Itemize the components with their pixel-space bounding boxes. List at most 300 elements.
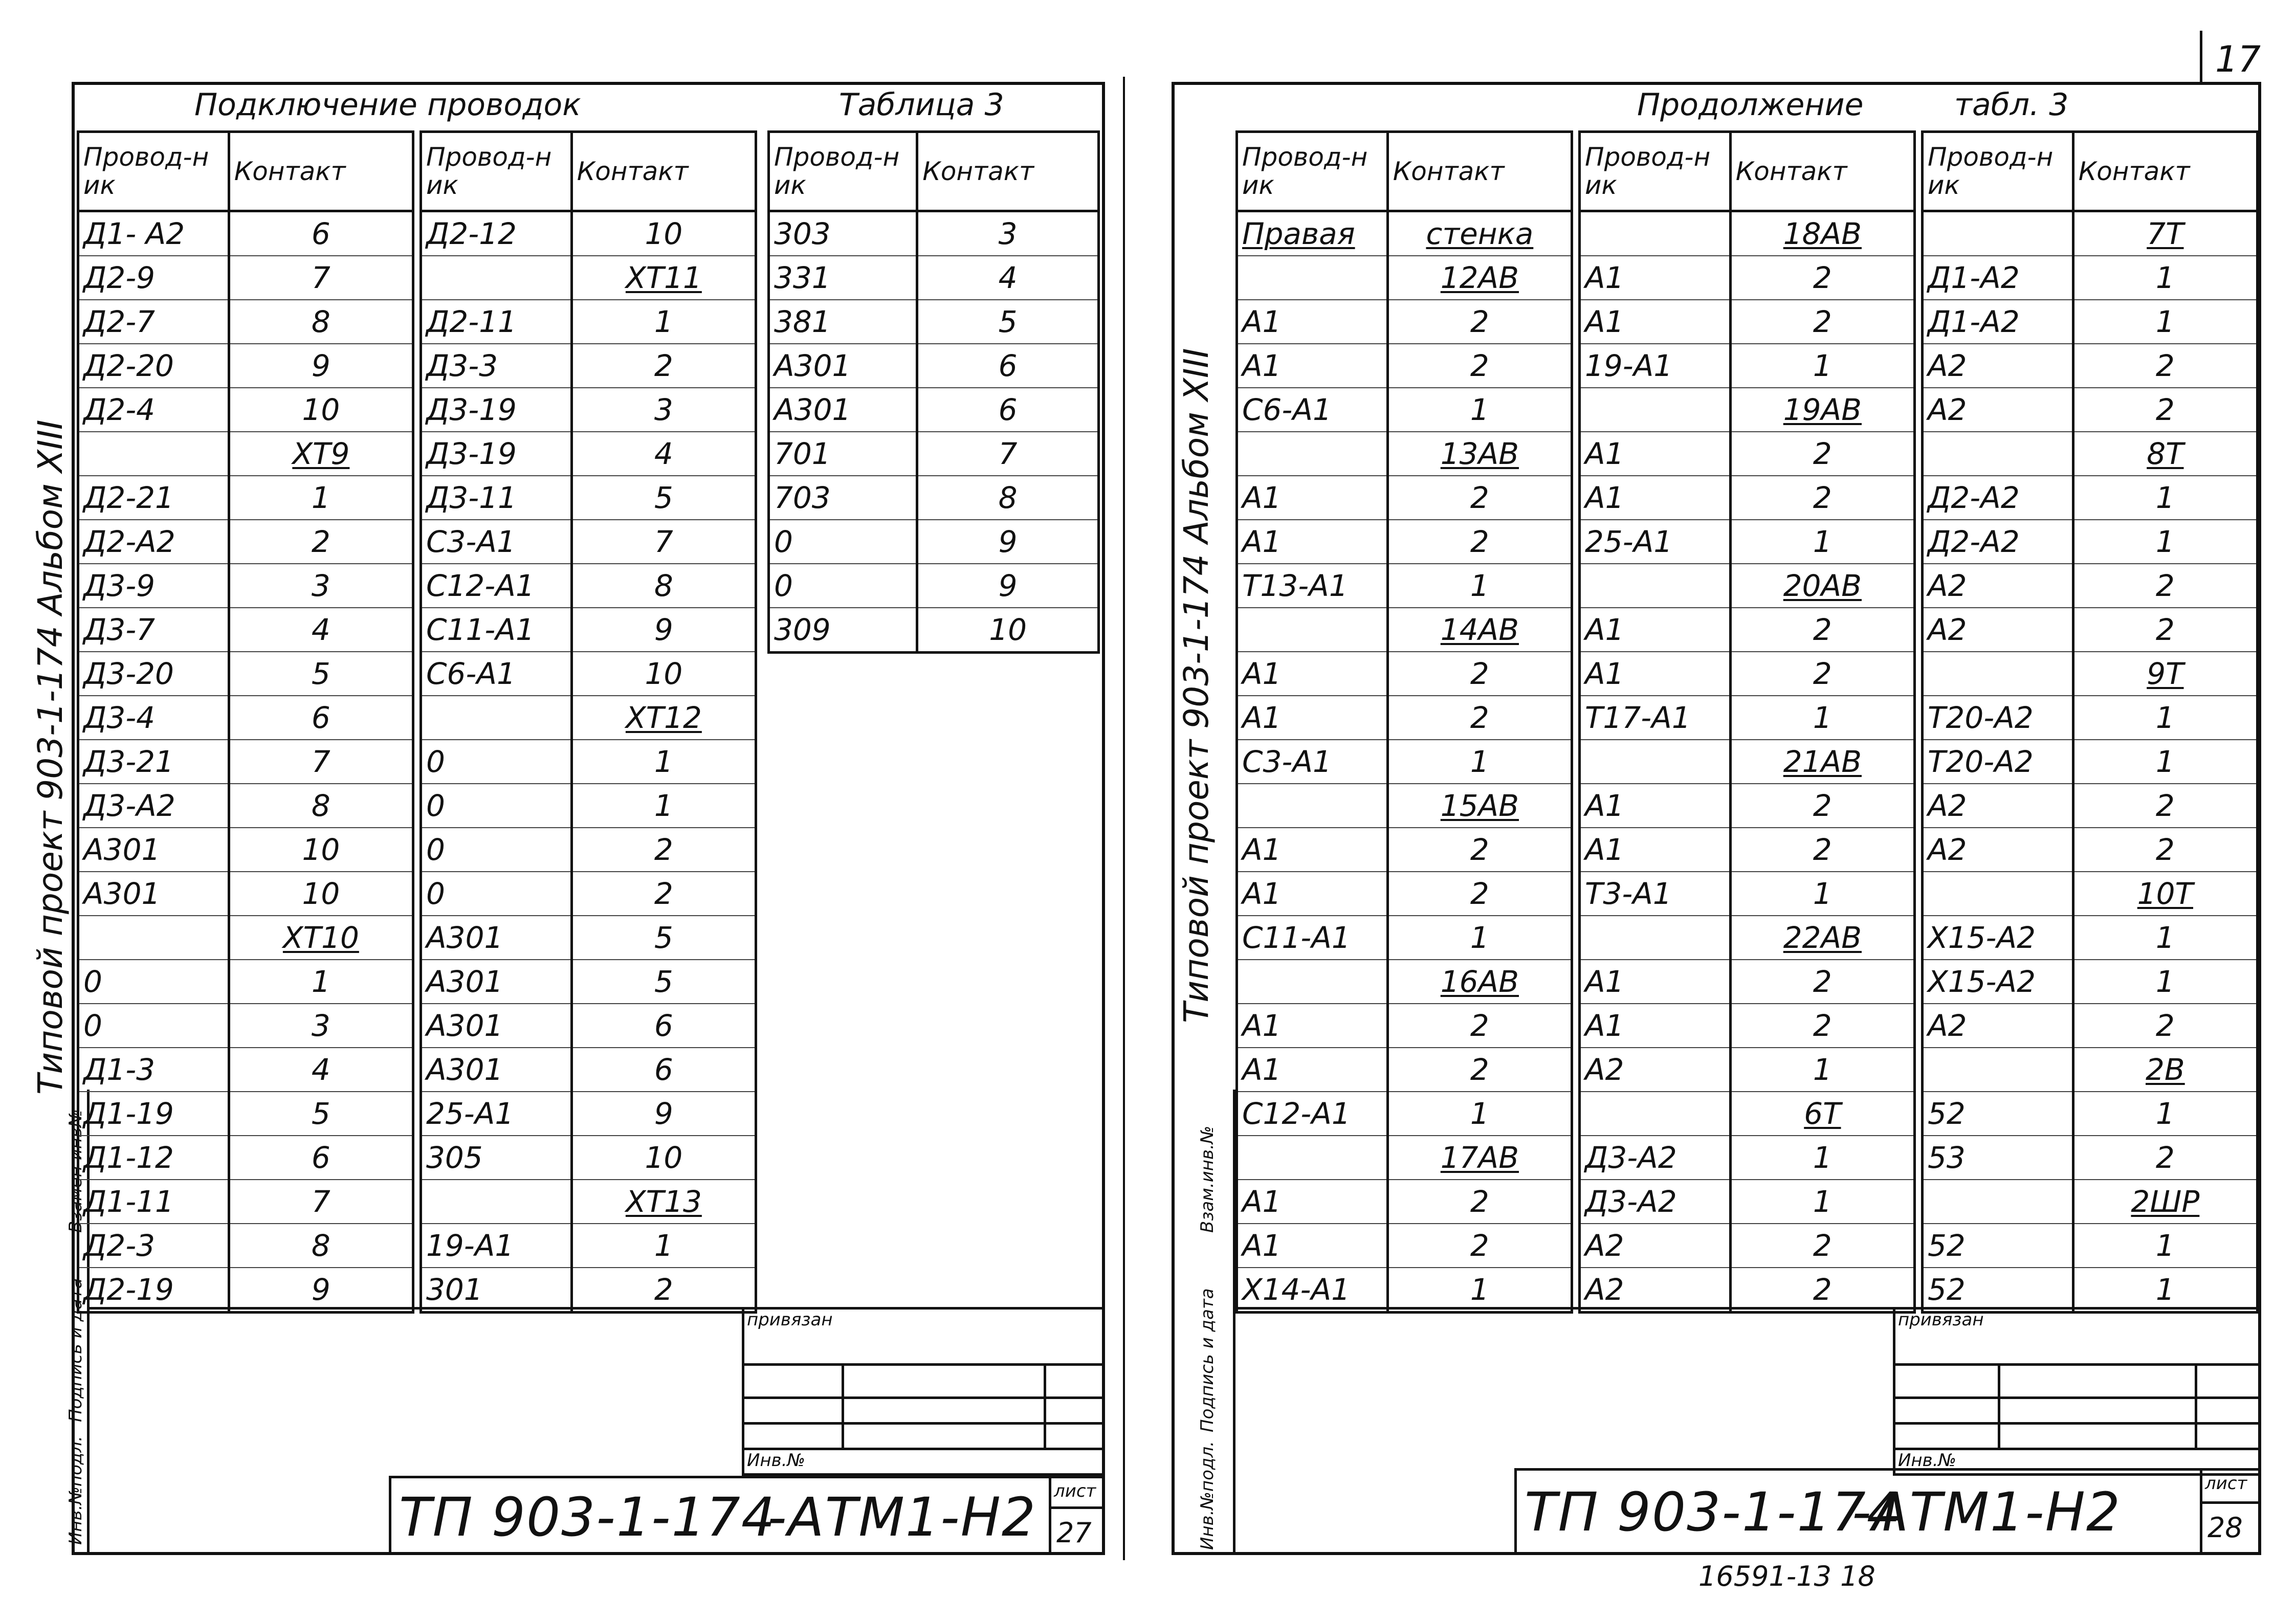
wire-cell: С12-А1: [1237, 1092, 1388, 1136]
wire-cell: А1: [1237, 872, 1388, 916]
table-row: [1923, 1092, 2258, 1136]
left-list-label: лист: [1054, 1481, 1096, 1501]
table-row: [78, 1224, 413, 1268]
sheet-number-top: 17: [2215, 38, 2261, 80]
right-table-label: табл. 3: [1954, 87, 2069, 123]
right-stamp-rule-1: [1893, 1363, 2261, 1366]
wire-cell: Х15-А2: [1923, 960, 2073, 1004]
table-row: [769, 256, 1099, 300]
right-table-col-1: [1235, 130, 1573, 1314]
contact-cell: 7: [229, 256, 413, 300]
table-row: [78, 211, 413, 256]
wire-cell: Д3-7: [78, 608, 229, 652]
contact-cell: 2: [1387, 300, 1572, 344]
wire-cell: А301: [421, 1004, 572, 1048]
wire-cell: Правая: [1237, 211, 1388, 256]
table-row: [769, 520, 1099, 564]
table-row: [421, 916, 756, 960]
contact-cell: 2: [571, 872, 756, 916]
contact-cell: 4: [229, 1048, 413, 1092]
contact-cell: 2: [1730, 828, 1914, 872]
table-row: [421, 784, 756, 828]
left-binding-label-1: Взамен инв№: [65, 1109, 86, 1233]
contact-cell: 1: [1387, 1268, 1572, 1313]
contact-cell: 2: [1387, 828, 1572, 872]
wire-cell: Д1-12: [78, 1136, 229, 1180]
wire-cell: [1237, 784, 1388, 828]
table-row: [1237, 916, 1572, 960]
wire-cell: [1580, 740, 1731, 784]
wire-cell: [1923, 872, 2073, 916]
contact-cell: 3: [229, 1004, 413, 1048]
table-row: [1580, 476, 1915, 520]
header-wire: Провод-ник: [421, 132, 572, 211]
contact-cell: 2: [1387, 520, 1572, 564]
wire-cell: А2: [1923, 608, 2073, 652]
contact-cell: 5: [229, 652, 413, 696]
table-row: [1923, 828, 2258, 872]
table-row: [1923, 916, 2258, 960]
wire-cell: Д3-3: [421, 344, 572, 388]
wire-cell: [1237, 256, 1388, 300]
contact-cell: 1: [2073, 960, 2257, 1004]
wire-cell: Д1-11: [78, 1180, 229, 1224]
contact-cell: 6: [917, 344, 1099, 388]
table-row: [1580, 916, 1915, 960]
table-row: [1237, 211, 1572, 256]
table-row: [1923, 564, 2258, 608]
wire-cell: 0: [421, 784, 572, 828]
wire-cell: С6-А1: [421, 652, 572, 696]
left-binding-label-2: Подпись и дата: [65, 1278, 86, 1422]
header-wire: Провод-ник: [1580, 132, 1731, 211]
table-row: [421, 1048, 756, 1092]
contact-cell: 2: [1387, 476, 1572, 520]
contact-cell: 4: [229, 608, 413, 652]
contact-cell: 1: [2073, 740, 2257, 784]
table-row: [78, 1048, 413, 1092]
contact-cell: 17АВ: [1387, 1136, 1572, 1180]
contact-cell: 2: [571, 1268, 756, 1313]
wire-cell: [1580, 388, 1731, 432]
contact-cell: 2: [571, 828, 756, 872]
wire-cell: А1: [1237, 300, 1388, 344]
wire-cell: [1237, 1136, 1388, 1180]
wire-cell: [78, 916, 229, 960]
table-row: [1580, 872, 1915, 916]
wire-cell: Т20-А2: [1923, 740, 2073, 784]
contact-cell: 2: [2073, 564, 2257, 608]
wire-cell: А1: [1237, 520, 1388, 564]
table-row: [1580, 608, 1915, 652]
contact-cell: 6Т: [1730, 1092, 1914, 1136]
wire-cell: Д2-19: [78, 1268, 229, 1313]
right-binding-label-3: Инв.№подл.: [1197, 1441, 1218, 1550]
wire-cell: Т20-А2: [1923, 696, 2073, 740]
table-row: [421, 872, 756, 916]
contact-cell: 18АВ: [1730, 211, 1914, 256]
right-binding-label-1: Взам.инв.№: [1197, 1125, 1218, 1233]
table-row: [421, 1136, 756, 1180]
table-row: [1923, 388, 2258, 432]
wire-cell: Д1- А2: [78, 211, 229, 256]
table-row: [78, 388, 413, 432]
wire-cell: 381: [769, 300, 917, 344]
table-row: [1237, 432, 1572, 476]
wire-cell: Т17-А1: [1580, 696, 1731, 740]
left-table-label: Таблица 3: [839, 87, 1004, 123]
table-row: [1580, 696, 1915, 740]
contact-cell: 1: [2073, 1092, 2257, 1136]
wire-cell: А301: [421, 960, 572, 1004]
wire-cell: Д1-А2: [1923, 256, 2073, 300]
wire-cell: [1580, 916, 1731, 960]
table-row: [421, 1180, 756, 1224]
contact-cell: 1: [1387, 564, 1572, 608]
table-row: [1237, 1004, 1572, 1048]
left-binding-label-3: Инв.№подл.: [65, 1436, 86, 1545]
table-row: [1237, 344, 1572, 388]
contact-cell: 2: [1730, 1004, 1914, 1048]
right-stamp-vrule-2: [2195, 1363, 2197, 1448]
table-row: [1580, 1004, 1915, 1048]
contact-cell: 2: [1730, 256, 1914, 300]
contact-cell: XT9: [229, 432, 413, 476]
table-row: [78, 1180, 413, 1224]
wire-cell: Х14-А1: [1237, 1268, 1388, 1313]
sheet-number-bar: [2200, 31, 2202, 82]
wire-cell: Д3-21: [78, 740, 229, 784]
table-row: [769, 211, 1099, 256]
contact-cell: 9: [917, 520, 1099, 564]
contact-cell: 2В: [2073, 1048, 2257, 1092]
left-side-text: Типовой проект 903-1-174 Альбом XIII: [31, 419, 70, 1095]
contact-cell: 10: [229, 828, 413, 872]
wire-cell: Т13-А1: [1237, 564, 1388, 608]
wire-cell: А301: [421, 916, 572, 960]
table-row: [1923, 740, 2258, 784]
table-row: [78, 1004, 413, 1048]
contact-cell: 1: [2073, 300, 2257, 344]
contact-cell: 8: [917, 476, 1099, 520]
wire-cell: [78, 432, 229, 476]
table-row: [78, 740, 413, 784]
table-row: [78, 828, 413, 872]
wire-cell: А1: [1580, 476, 1731, 520]
wire-cell: С6-А1: [1237, 388, 1388, 432]
contact-cell: 10: [571, 652, 756, 696]
contact-cell: 1: [2073, 1224, 2257, 1268]
header-contact: Контакт: [1730, 132, 1914, 211]
wire-cell: [1580, 211, 1731, 256]
contact-cell: 1: [1730, 696, 1914, 740]
contact-cell: 2: [571, 344, 756, 388]
wire-cell: С3-А1: [421, 520, 572, 564]
right-table-col-2: [1578, 130, 1916, 1314]
table-row: [1237, 784, 1572, 828]
table-row: [1580, 300, 1915, 344]
left-list-divider: [1049, 1476, 1051, 1555]
contact-cell: 1: [2073, 696, 2257, 740]
table-row: [769, 388, 1099, 432]
wire-cell: [421, 1180, 572, 1224]
contact-cell: 2: [2073, 608, 2257, 652]
contact-cell: 2: [2073, 1004, 2257, 1048]
table-row: [78, 520, 413, 564]
table-row: [1237, 256, 1572, 300]
wire-cell: А1: [1580, 256, 1731, 300]
wire-cell: 0: [421, 872, 572, 916]
wire-cell: [1580, 564, 1731, 608]
wire-cell: С11-А1: [421, 608, 572, 652]
contact-cell: 5: [571, 916, 756, 960]
table-row: [78, 1268, 413, 1313]
wire-cell: Д2-А2: [78, 520, 229, 564]
table-row: [1237, 740, 1572, 784]
contact-cell: 2: [1730, 652, 1914, 696]
wire-cell: Д3-4: [78, 696, 229, 740]
table-row: [421, 1004, 756, 1048]
contact-cell: 2: [1387, 652, 1572, 696]
wire-cell: А1: [1237, 828, 1388, 872]
contact-cell: 6: [229, 1136, 413, 1180]
table-row: [1923, 211, 2258, 256]
contact-cell: 9Т: [2073, 652, 2257, 696]
table-row: [421, 1092, 756, 1136]
wire-cell: Д2-12: [421, 211, 572, 256]
contact-cell: 1: [1730, 1136, 1914, 1180]
contact-cell: 2: [2073, 828, 2257, 872]
table-row: [1580, 960, 1915, 1004]
wire-cell: А2: [1923, 1004, 2073, 1048]
table-row: [769, 344, 1099, 388]
wire-cell: 309: [769, 608, 917, 653]
table-row: [1580, 432, 1915, 476]
contact-cell: 19АВ: [1730, 388, 1914, 432]
table-row: [1580, 828, 1915, 872]
table-row: [78, 1136, 413, 1180]
wire-cell: 52: [1923, 1092, 2073, 1136]
table-row: [78, 652, 413, 696]
contact-cell: 6: [229, 211, 413, 256]
contact-cell: 6: [571, 1048, 756, 1092]
wire-cell: Д3-А2: [1580, 1180, 1731, 1224]
table-row: [421, 476, 756, 520]
wire-cell: А301: [78, 872, 229, 916]
wire-cell: Д2-А2: [1923, 520, 2073, 564]
left-stamp-vrule-2: [1044, 1363, 1046, 1448]
table-row: [1923, 1180, 2258, 1224]
table-row: [78, 960, 413, 1004]
wire-cell: Т3-А1: [1580, 872, 1731, 916]
wire-cell: [421, 696, 572, 740]
header-wire: Провод-ник: [1237, 132, 1388, 211]
contact-cell: 3: [917, 211, 1099, 256]
contact-cell: 5: [229, 1092, 413, 1136]
table-row: [1237, 1092, 1572, 1136]
contact-cell: 7: [229, 1180, 413, 1224]
table-row: [1923, 476, 2258, 520]
contact-cell: 1: [571, 784, 756, 828]
wire-cell: 0: [421, 740, 572, 784]
table-row: [1923, 1224, 2258, 1268]
contact-cell: 20АВ: [1730, 564, 1914, 608]
table-row: [1923, 784, 2258, 828]
contact-cell: 8: [229, 1224, 413, 1268]
contact-cell: 3: [571, 388, 756, 432]
table-row: [1237, 1136, 1572, 1180]
table-row: [421, 432, 756, 476]
right-list-divider: [2200, 1468, 2202, 1555]
table-row: [1580, 1224, 1915, 1268]
contact-cell: 9: [917, 564, 1099, 608]
contact-cell: 1: [571, 300, 756, 344]
wire-cell: [1923, 1048, 2073, 1092]
right-privyazan-label: привязан: [1898, 1310, 1984, 1330]
contact-cell: 7: [917, 432, 1099, 476]
contact-cell: 2: [2073, 388, 2257, 432]
wire-cell: [1237, 608, 1388, 652]
wire-cell: А1: [1580, 828, 1731, 872]
table-row: [1923, 1004, 2258, 1048]
wire-cell: [1923, 652, 2073, 696]
left-stamp-rule-2: [742, 1396, 1105, 1399]
table-row: [1580, 388, 1915, 432]
table-row: [421, 256, 756, 300]
wire-cell: А1: [1580, 608, 1731, 652]
left-stamp-vrule-1: [842, 1363, 844, 1448]
right-title: Продолжение: [1637, 87, 1864, 123]
wire-cell: Д3-9: [78, 564, 229, 608]
table-row: [1923, 432, 2258, 476]
table-row: [1237, 1180, 1572, 1224]
table-row: [1580, 1180, 1915, 1224]
table-row: [1580, 1268, 1915, 1313]
table-row: [1237, 828, 1572, 872]
wire-cell: А301: [421, 1048, 572, 1092]
table-row: [1237, 564, 1572, 608]
wire-cell: А301: [769, 344, 917, 388]
wire-cell: С11-А1: [1237, 916, 1388, 960]
table-row: [78, 696, 413, 740]
table-row: [1923, 344, 2258, 388]
table-row: [78, 300, 413, 344]
contact-cell: 2: [1730, 1224, 1914, 1268]
table-row: [1923, 652, 2258, 696]
header-contact: Контакт: [1387, 132, 1572, 211]
table-row: [78, 1092, 413, 1136]
wire-cell: А1: [1580, 1004, 1731, 1048]
wire-cell: Д3-А2: [1580, 1136, 1731, 1180]
table-row: [769, 476, 1099, 520]
table-row: [1580, 1136, 1915, 1180]
wire-cell: Д3-19: [421, 388, 572, 432]
table-row: [421, 344, 756, 388]
wire-cell: А1: [1237, 652, 1388, 696]
right-doc-code: ТП 903-1-174: [1525, 1481, 1902, 1543]
wire-cell: Д2-А2: [1923, 476, 2073, 520]
left-doc-code: ТП 903-1-174: [399, 1486, 777, 1548]
contact-cell: 1: [2073, 1268, 2257, 1313]
contact-cell: XT13: [571, 1180, 756, 1224]
contact-cell: 1: [1387, 916, 1572, 960]
contact-cell: 1: [1387, 740, 1572, 784]
wire-cell: А1: [1237, 1004, 1388, 1048]
table-row: [78, 344, 413, 388]
wire-cell: 0: [78, 960, 229, 1004]
left-privyazan-label: привязан: [747, 1310, 833, 1330]
right-side-text: Типовой проект 903-1-174 Альбом XIII: [1177, 348, 1216, 1023]
contact-cell: 2: [1387, 872, 1572, 916]
wire-cell: Д2-7: [78, 300, 229, 344]
table-row: [78, 564, 413, 608]
contact-cell: XT11: [571, 256, 756, 300]
contact-cell: 2: [2073, 784, 2257, 828]
wire-cell: 53: [1923, 1136, 2073, 1180]
wire-cell: А301: [769, 388, 917, 432]
contact-cell: 8: [571, 564, 756, 608]
header-contact: Контакт: [229, 132, 413, 211]
contact-cell: 1: [2073, 520, 2257, 564]
header-contact: Контакт: [2073, 132, 2257, 211]
table-row: [421, 520, 756, 564]
table-row: [1237, 696, 1572, 740]
left-stamp-rule-1: [742, 1363, 1105, 1366]
left-stamp-rule-3: [742, 1422, 1105, 1425]
contact-cell: 2: [1387, 1180, 1572, 1224]
wire-cell: Д3-20: [78, 652, 229, 696]
wire-cell: А1: [1580, 652, 1731, 696]
table-row: [769, 564, 1099, 608]
contact-cell: 1: [571, 1224, 756, 1268]
table-row: [78, 916, 413, 960]
contact-cell: 1: [1387, 1092, 1572, 1136]
contact-cell: 2: [1730, 300, 1914, 344]
contact-cell: 6: [229, 696, 413, 740]
contact-cell: XT10: [229, 916, 413, 960]
contact-cell: 10: [571, 1136, 756, 1180]
table-row: [1580, 211, 1915, 256]
contact-cell: 8Т: [2073, 432, 2257, 476]
right-list-number: 28: [2207, 1512, 2243, 1544]
wire-cell: А1: [1580, 960, 1731, 1004]
table-row: [421, 740, 756, 784]
contact-cell: 9: [571, 1092, 756, 1136]
wire-cell: А1: [1580, 300, 1731, 344]
table-row: [78, 476, 413, 520]
contact-cell: 10: [229, 388, 413, 432]
contact-cell: 2ШР: [2073, 1180, 2257, 1224]
contact-cell: 10: [571, 211, 756, 256]
right-stamp-vrule-1: [1998, 1363, 2000, 1448]
contact-cell: 8: [229, 784, 413, 828]
left-doc-suffix: -АТМ1-Н2: [767, 1486, 1036, 1548]
wire-cell: 0: [421, 828, 572, 872]
right-table-col-3: [1921, 130, 2259, 1314]
table-row: [78, 784, 413, 828]
table-row: [1580, 740, 1915, 784]
table-row: [769, 432, 1099, 476]
contact-cell: 2: [1730, 960, 1914, 1004]
wire-cell: А2: [1923, 828, 2073, 872]
wire-cell: Х15-А2: [1923, 916, 2073, 960]
contact-cell: 2: [1387, 1004, 1572, 1048]
left-table-col-2: [420, 130, 757, 1314]
contact-cell: 1: [1730, 1180, 1914, 1224]
left-inv-no: Инв.№: [747, 1450, 805, 1471]
right-stamp-rule-3: [1893, 1422, 2261, 1425]
wire-cell: С3-А1: [1237, 740, 1388, 784]
